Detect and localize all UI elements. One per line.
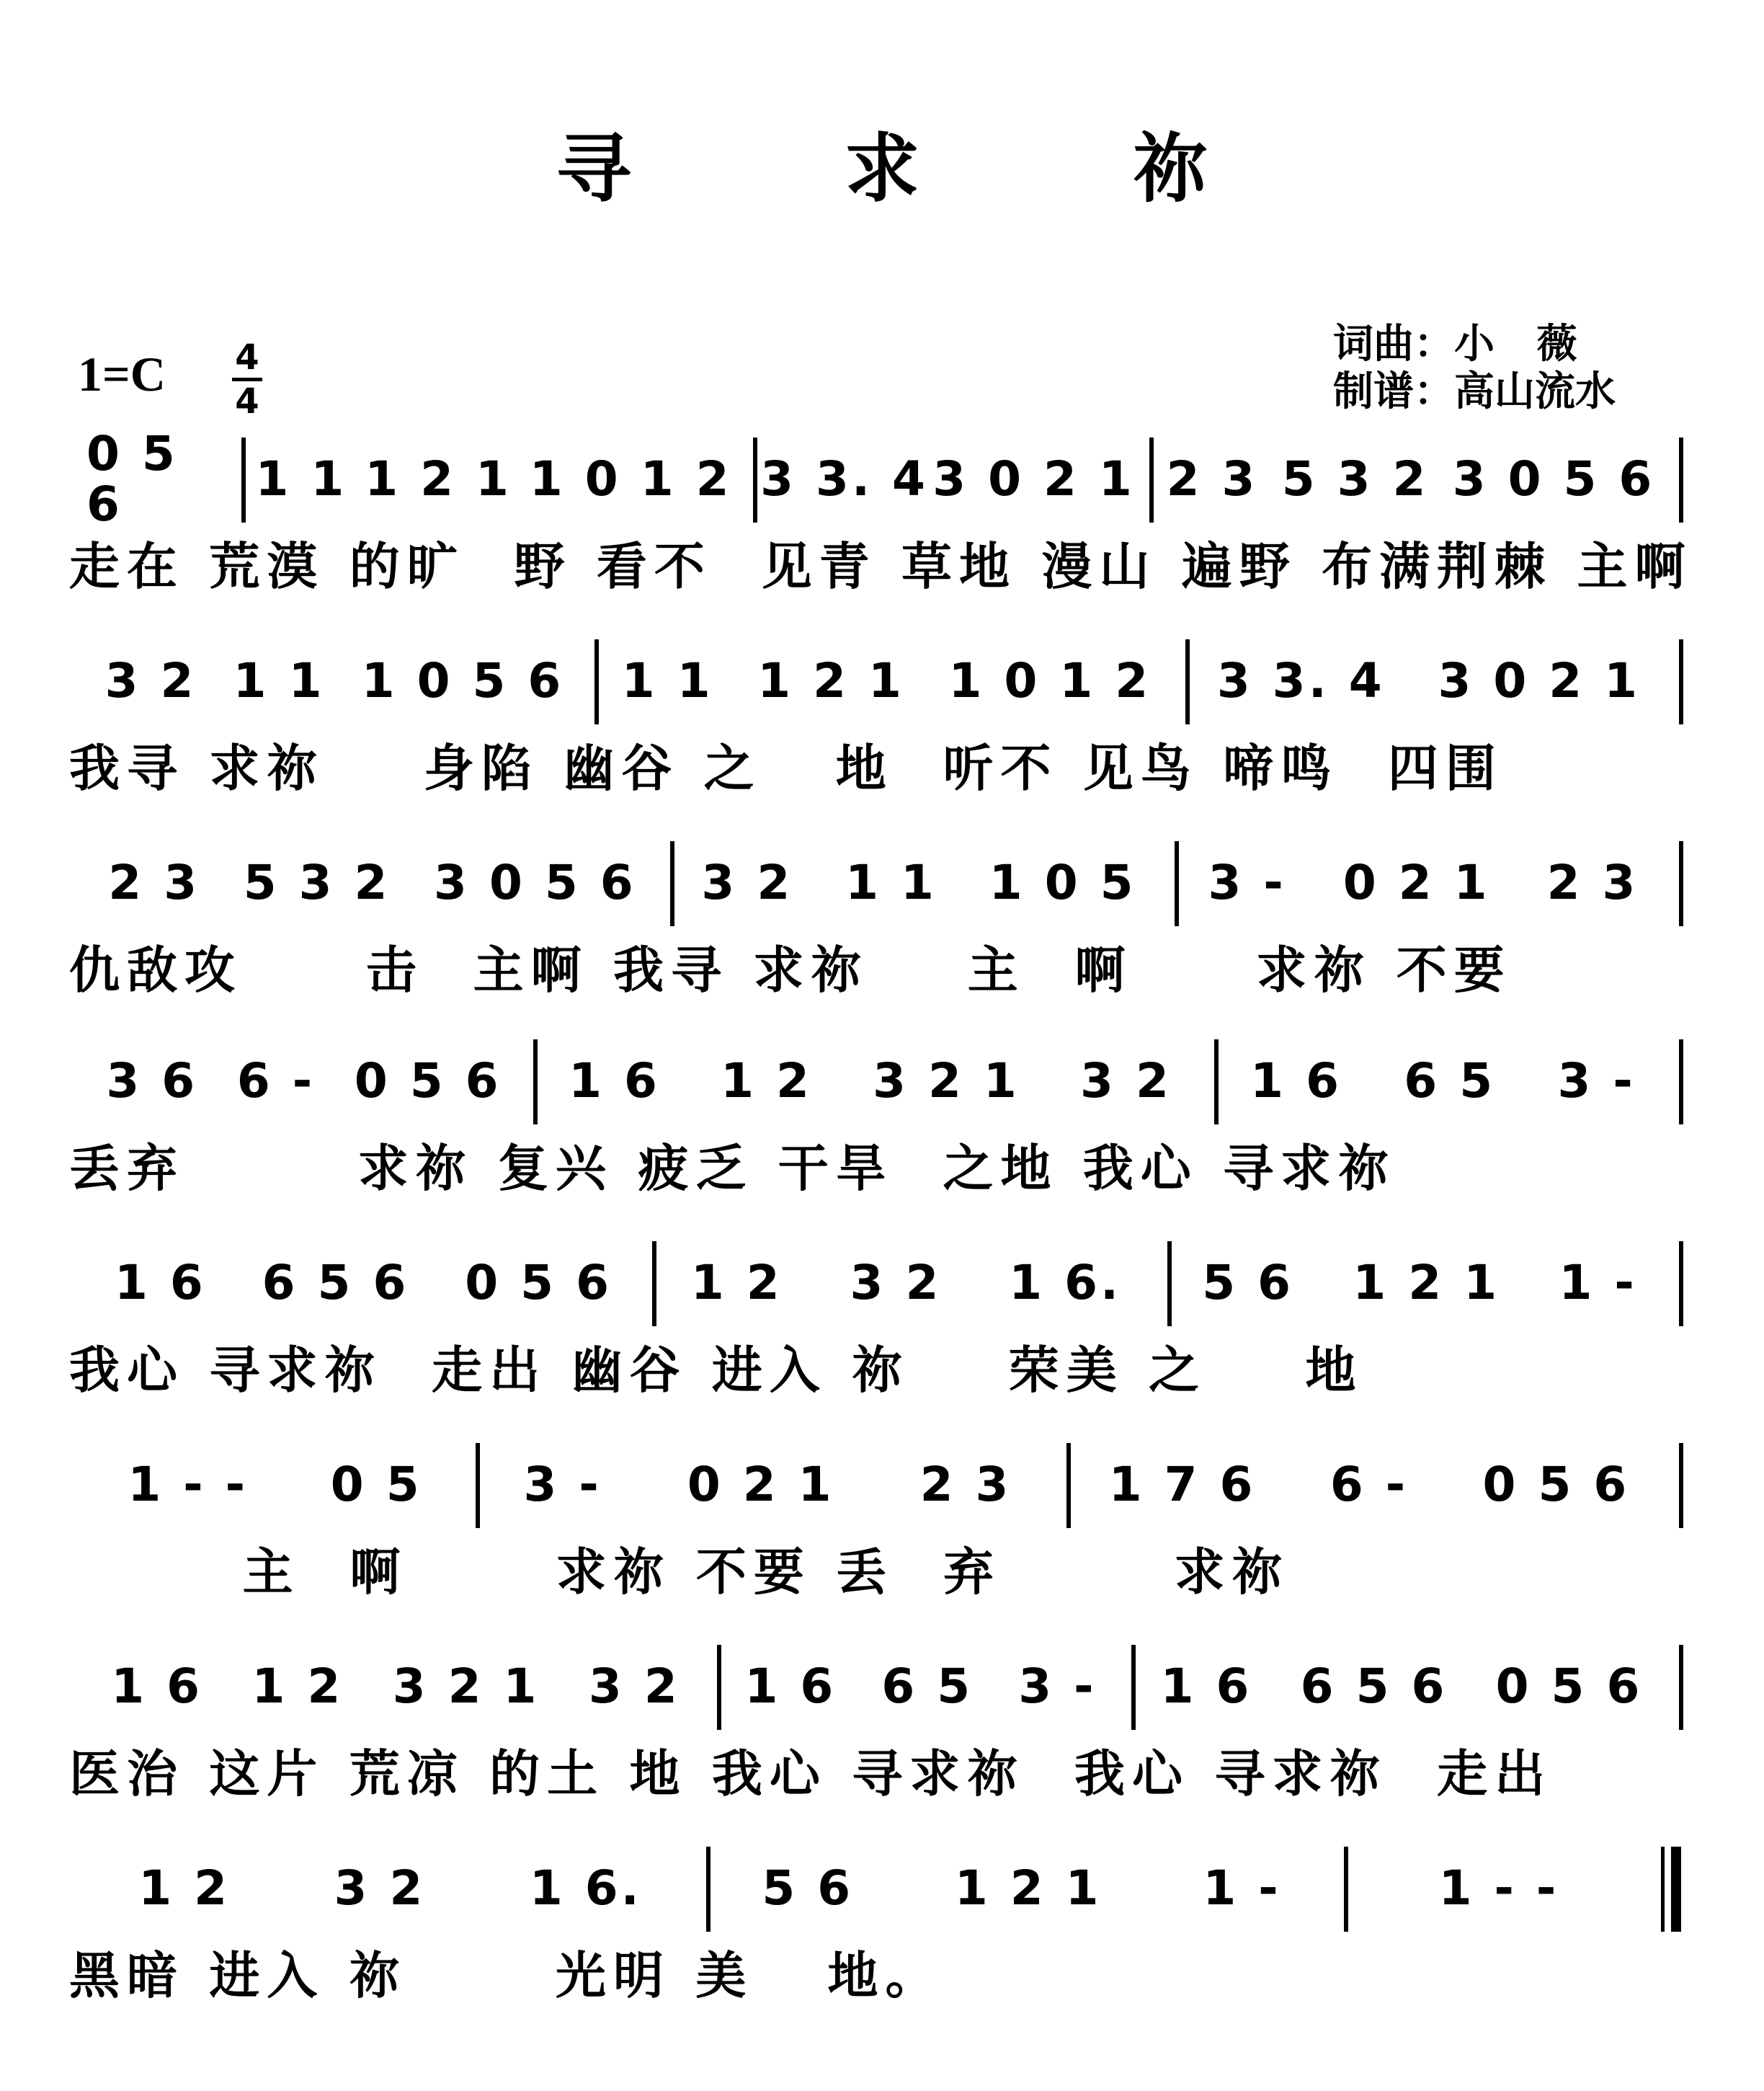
barline: [1679, 639, 1683, 724]
note-group: 3 -: [1557, 1053, 1636, 1109]
note-group: 3 -: [523, 1457, 602, 1512]
measure: [703, 1845, 1340, 1932]
note-group: 3 2: [1080, 1053, 1172, 1109]
note-group: 1 6: [111, 1659, 203, 1714]
measure: [713, 1643, 1128, 1730]
barline: [1679, 438, 1683, 523]
measure: [1164, 1240, 1675, 1326]
lyrics-line: 我心 寻求祢 走出 幽谷 进入 祢 荣美 之 地: [69, 1341, 1363, 1400]
note-group: 1 2: [690, 1255, 783, 1310]
note-group: 6 -: [1329, 1457, 1409, 1512]
note-group: 1 1: [621, 653, 713, 709]
lyrics-line: 主 啊 求祢 不要 丢 弃 求祢: [69, 1542, 1290, 1602]
barline: [1679, 1241, 1683, 1326]
note-group: 3 2: [588, 1659, 680, 1714]
note-group: 1 6: [744, 1659, 837, 1714]
measure: [749, 436, 1146, 523]
lyrics-line: 丢弃 求祢 复兴 疲乏 干旱 之地 我心 寻求祢: [69, 1139, 1396, 1198]
note-group: 1 6: [1250, 1053, 1342, 1109]
note-group: 1 0 1 2: [529, 451, 732, 507]
score-system: [0, 1225, 1764, 1427]
lyrics-line: 走在 荒漠 的旷 野 看不 见青 草地 漫山 遍野 布满荆棘 主啊: [69, 537, 1693, 596]
measure: [1063, 1442, 1675, 1528]
note-group: 3 -: [1018, 1659, 1097, 1714]
measure: [1128, 1643, 1675, 1730]
measure: [530, 1038, 1211, 1124]
note-group: 1 - -: [128, 1457, 249, 1512]
measure: [1146, 436, 1675, 523]
score-system: [0, 623, 1764, 825]
measure: [238, 436, 749, 523]
measure: [78, 1240, 649, 1326]
note-group: 1 - -: [1438, 1860, 1559, 1916]
note-group: 1 2 1: [954, 1860, 1102, 1916]
measure: [78, 1643, 713, 1730]
note-group: 3 0 2 1: [1438, 653, 1641, 709]
note-group: 3 0 5 6: [434, 855, 636, 910]
note-group: 1 1: [255, 451, 347, 507]
measure: [78, 426, 238, 532]
note-group: 6 -: [236, 1053, 316, 1109]
credits: [1333, 321, 1616, 416]
note-group: 5 3 2: [1281, 451, 1429, 507]
note-group: 1 7 6: [1108, 1457, 1256, 1512]
note-group: 2 3: [1166, 451, 1258, 507]
score-system: [0, 1629, 1764, 1831]
note-group: 0 5: [330, 1457, 422, 1512]
note-group: 0 5 6: [354, 1053, 502, 1109]
note-group: 3 0 2 1: [932, 451, 1135, 507]
measure: [78, 1845, 703, 1932]
note-group: 1 0 5: [989, 855, 1136, 910]
time-denominator: 4: [235, 381, 259, 422]
time-numerator: 4: [235, 337, 259, 378]
note-group: 6 5 6: [1300, 1659, 1448, 1714]
measure: [1211, 1038, 1675, 1124]
note-group: 1 -: [1203, 1860, 1281, 1916]
barline: [1679, 841, 1683, 926]
measure: [1340, 1845, 1657, 1932]
note-group: 5 6: [762, 1860, 854, 1916]
score-system: [0, 422, 1764, 623]
measure: [78, 840, 667, 926]
note-group: 0 5 6: [1482, 1457, 1630, 1512]
note-group: 0 2 1: [687, 1457, 834, 1512]
measure: [472, 1442, 1063, 1528]
score-system: [0, 1831, 1764, 2033]
note-group: 3 2: [104, 653, 197, 709]
note-group: 1 2: [138, 1860, 231, 1916]
song-title: 寻 求 祢: [556, 125, 1302, 213]
note-group: 0 5 6: [465, 1255, 612, 1310]
note-group: 6 5: [1404, 1053, 1496, 1109]
note-group: 1 0 5 6: [361, 653, 564, 709]
note-group: 1 2 1: [757, 653, 904, 709]
note-group: 1 6: [1160, 1659, 1252, 1714]
score-system: [0, 825, 1764, 1027]
measure: [78, 1038, 530, 1124]
note-group: 3 2: [850, 1255, 942, 1310]
note-group: 1 1: [845, 855, 937, 910]
note-group: 6 5: [881, 1659, 974, 1714]
measure: [591, 638, 1182, 724]
note-group: 1 2: [721, 1053, 812, 1109]
note-group: 1 2: [251, 1659, 344, 1714]
note-group: 3 0 5 6: [1452, 451, 1655, 507]
time-signature: [229, 339, 265, 420]
barline: [1679, 1645, 1683, 1730]
note-group: 1 1: [233, 653, 325, 709]
measure: [78, 638, 591, 724]
score-system: [0, 1427, 1764, 1629]
note-group: 5 3 2: [243, 855, 391, 910]
measure: [1182, 638, 1675, 724]
note-group: 3 2: [334, 1860, 426, 1916]
measure: [649, 1240, 1164, 1326]
note-group: 1 6: [569, 1053, 660, 1109]
key-signature: 1=C: [78, 347, 166, 401]
final-barline: [1661, 1847, 1683, 1932]
note-group: 3 3. 4: [760, 451, 928, 507]
note-group: 1 -: [1559, 1255, 1637, 1310]
lyrics-line: 我寻 求祢 身陷 幽谷 之 地 听不 见鸟 啼鸣 四围: [69, 739, 1503, 798]
note-group: 3 6: [106, 1053, 198, 1109]
credit-arranger: 制谱：高山流水: [1333, 368, 1616, 415]
lyrics-line: 医治 这片 荒凉 的土 地 我心 寻求祢 我心 寻求祢 走出: [69, 1744, 1553, 1803]
note-group: 2 3: [1546, 855, 1639, 910]
note-group: 2 3: [108, 855, 200, 910]
note-group: 1 2 1: [365, 451, 512, 507]
measure: [1171, 840, 1675, 926]
lyrics-line: 仇敌攻 击 主啊 我寻 求祢 主 啊 求祢 不要: [69, 941, 1512, 1000]
note-group: 0 2 1: [1342, 855, 1490, 910]
barline: [1679, 1039, 1683, 1124]
credit-lyrics-music: 词曲：小 薇: [1333, 321, 1577, 368]
note-group: 6 5 6: [262, 1255, 409, 1310]
note-group: 5 6: [1202, 1255, 1294, 1310]
score-system: [0, 1024, 1764, 1225]
note-group: 2 3: [919, 1457, 1012, 1512]
note-group: 1 0 1 2: [948, 653, 1152, 709]
note-group: 3 -: [1208, 855, 1286, 910]
note-group: 1 2 1: [1353, 1255, 1500, 1310]
measure: [667, 840, 1171, 926]
note-group: 0 5 6: [1495, 1659, 1643, 1714]
note-group: 3 3. 4: [1216, 653, 1385, 709]
note-group: 3 2 1: [392, 1659, 540, 1714]
note-group: 3 2 1: [873, 1053, 1020, 1109]
barline: [1679, 1443, 1683, 1528]
lyrics-line: 黑暗 进入 祢 光明 美 地。: [69, 1946, 943, 2005]
note-group: 1 6: [114, 1255, 206, 1310]
note-group: 1 6.: [529, 1860, 642, 1916]
measure: [78, 1442, 472, 1528]
note-group: 1 6.: [1009, 1255, 1122, 1310]
note-group: 0 5 6: [86, 426, 178, 532]
note-group: 3 2: [701, 855, 793, 910]
